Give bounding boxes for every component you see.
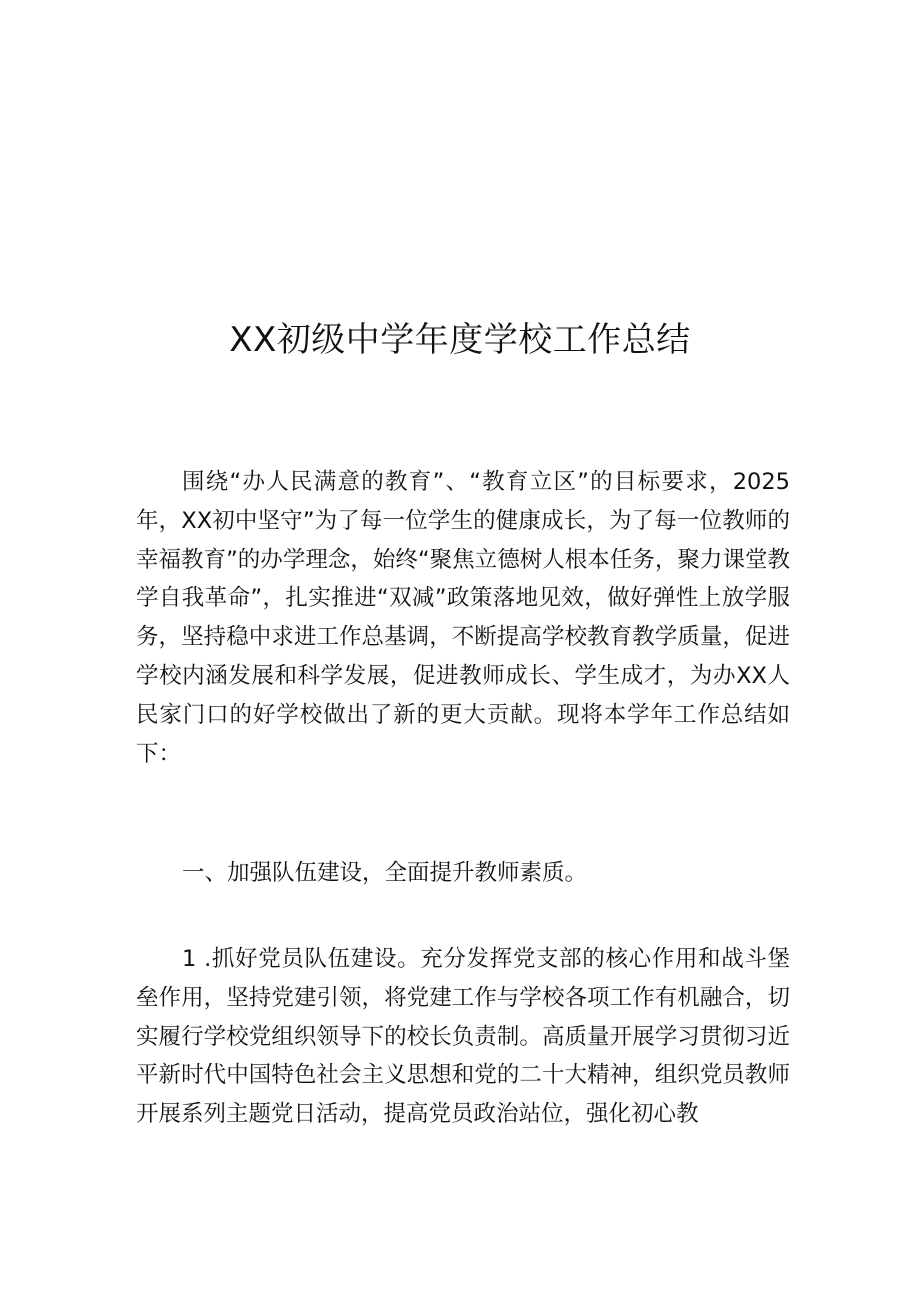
document-title: XX初级中学年度学校工作总结	[229, 320, 691, 360]
item-paragraph: 1 .抓好党员队伍建设。充分发挥党支部的核心作用和战斗堡垒作用，坚持党建引领，将党建工作与学校各项工作有机融合，切实履行学校党组织领导下的校长负责制。高质量开展学习贯彻习近平新时代中国特色社会主义思想和党的二十大精神，组织党员教师开展系列主题党日活动，提高党员政治站位，强化初心教	[136, 946, 790, 1128]
intro-paragraph: 围绕“办人民满意的教育”、“教育立区”的目标要求，2025年，XX初中坚守”为了每一位学生的健康成长，为了每一位教师的幸福教育”的办学理念，始终“聚焦立德树人根本任务，聚力课堂教学自我革命”，扎实推进“双减”政策落地见效，做好弹性上放学服务，坚持稳中求进工作总基调，不断提高学校教育教学质量，促进学校内涵发展和科学发展，促进教师成长、学生成才，为办XX人民家门口的好学校做出了新的更大贡献。现将本学年工作总结如下：	[136, 469, 790, 767]
section-heading: 一、加强队伍建设，全面提升教师素质。	[182, 860, 588, 886]
